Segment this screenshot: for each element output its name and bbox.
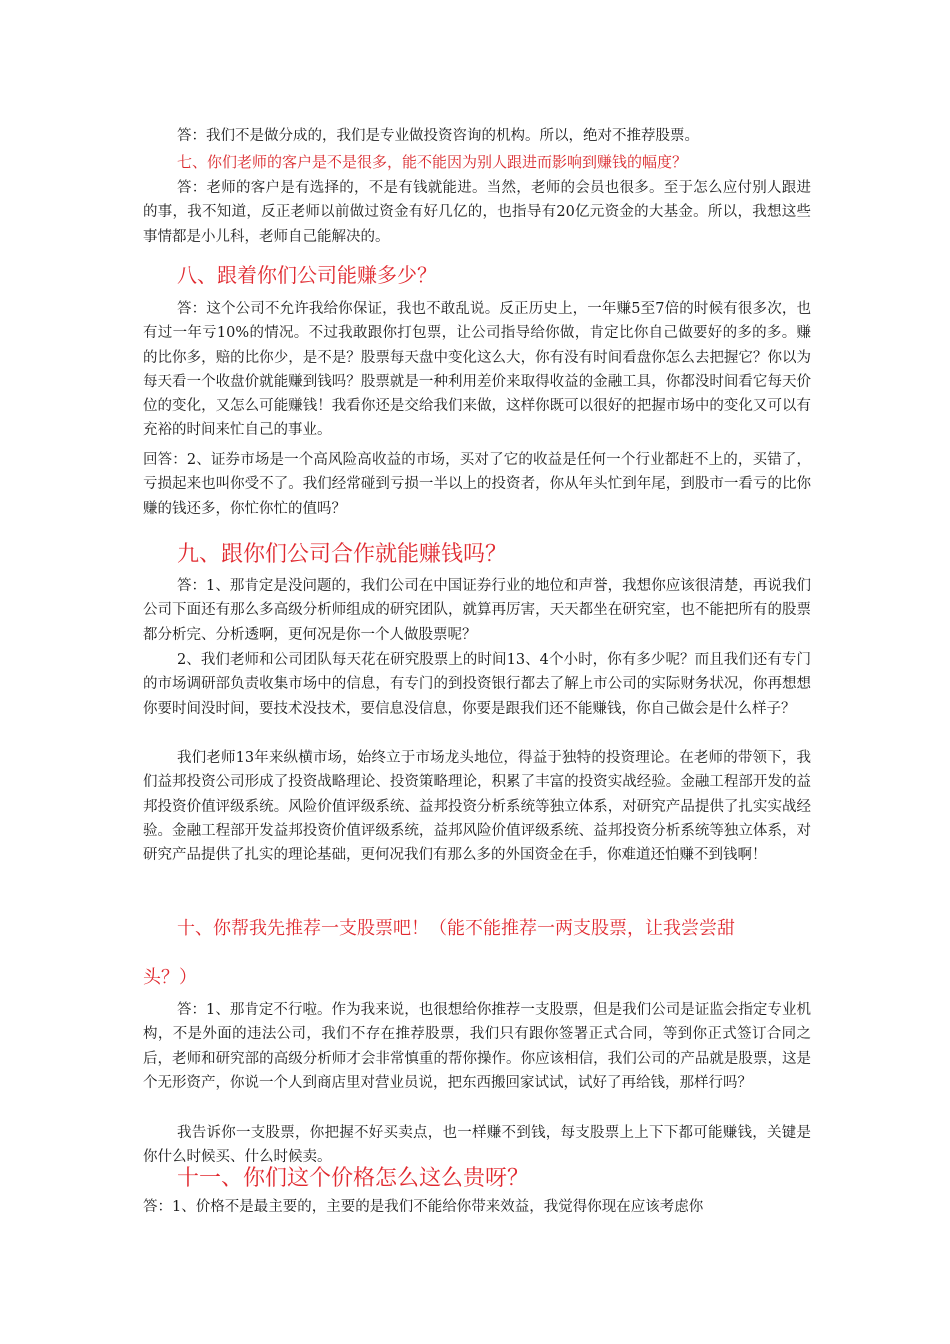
- question-heading-10: 十、你帮我先推荐一支股票吧！（能不能推荐一两支股票，让我尝尝甜: [177, 918, 735, 939]
- answer-paragraph-9-part3: 我们老师13年来纵横市场，始终立于市场龙头地位，得益于独特的投资理论。在老师的带领下，我们益邦投资公司形成了投资战略理论、投资策略理论，积累了丰富的投资实战经验。金融工程部开发的益邦投资价值评级系统。风险价值评级系统、益邦投资分析系统等独立体系，对研究产品提供了扎实实战经验。金融工程部开发益邦投资价值评级系统，益邦风险价值评级系统、益邦投资分析系统等独立体系，对研究产品提供了扎实的理论基础，更何况我们有那么多的外国资金在手，你难道还怕赚不到钱啊！: [143, 750, 811, 864]
- question-heading-10-cont: 头？）: [143, 967, 197, 988]
- answer-paragraph-9: 答：1、那肯定是没问题的，我们公司在中国证券行业的地位和声誉，我想你应该很清楚，再说我们公司下面还有那么多高级分析师组成的研究团队，就算再厉害，天天都坐在研究室，也不能把所有的股票都分析完、分析透啊，更何况是你一个人做股票呢？: [143, 578, 811, 643]
- answer-paragraph-10: 答：1、那肯定不行啦。作为我来说，也很想给你推荐一支股票，但是我们公司是证监会指定专业机构，不是外面的违法公司，我们不存在推荐股票，我们只有跟你签署正式合同，等到你正式签订合同之后，老师和研究部的高级分析师才会非常慎重的帮你操作。你应该相信，我们公司的产品就是股票，这是个无形资产，你说一个人到商店里对营业员说，把东西搬回家试试，试好了再给钱，那样行吗？: [143, 1002, 811, 1091]
- answer-paragraph-8-part2: 回答：2、证券市场是一个高风险高收益的市场，买对了它的收益是任何一个行业都赶不上的，买错了，亏损起来也叫你受不了。我们经常碰到亏损一半以上的投资者，你从年头忙到年尾，到股市一看亏的比你赚的钱还多，你忙你忙的值吗？: [143, 452, 811, 517]
- answer-paragraph-10-part2: 我告诉你一支股票，你把握不好买卖点，也一样赚不到钱，每支股票上上下下都可能赚钱，关键是你什么时候买、什么时候卖。: [143, 1125, 811, 1166]
- answer-paragraph-6: 答：我们不是做分成的，我们是专业做投资咨询的机构。所以，绝对不推荐股票。: [177, 128, 699, 144]
- answer-paragraph-11: 答：1、价格不是最主要的，主要的是我们不能给你带来效益，我觉得你现在应该考虑你: [143, 1199, 704, 1215]
- answer-paragraph-7: 答：老师的客户是有选择的，不是有钱就能进。当然，老师的会员也很多。至于怎么应付别人跟进的事，我不知道，反正老师以前做过资金有好几亿的，也指导有20亿元资金的大基金。所以，我想这些事情都是小儿科，老师自己能解决的。: [143, 180, 811, 245]
- question-heading-7: 七、你们老师的客户是不是很多，能不能因为别人跟进而影响到赚钱的幅度？: [177, 153, 688, 171]
- answer-paragraph-8: 答：这个公司不允许我给你保证，我也不敢乱说。反正历史上，一年赚5至7倍的时候有很多次，也有过一年亏10%的情况。不过我敢跟你打包票，让公司指导给你做，肯定比你自己做要好的多的多。赚的比你多，赔的比你少，是不是？股票每天盘中变化这么大，你有没有时间看盘你怎么去把握它？你以为每天看一个收盘价就能赚到钱吗？股票就是一种利用差价来取得收益的金融工具，你都没时间看它每天价位的变化，又怎么可能赚钱！我看你还是交给我们来做，这样你既可以很好的把握市场中的变化又可以有充裕的时间来忙自己的事业。: [143, 301, 811, 439]
- question-heading-9: 九、跟你们公司合作就能赚钱吗？: [177, 542, 508, 567]
- question-heading-8: 八、跟着你们公司能赚多少？: [177, 263, 437, 287]
- answer-paragraph-9-part2: 2、我们老师和公司团队每天花在研究股票上的时间13、4个小时，你有多少呢？而且我们还有专门的市场调研部负责收集市场中的信息，有专门的到投资银行都去了解上市公司的实际财务状况，你再想想你要时间没时间，要技术没技术，要信息没信息，你要是跟我们还不能赚钱，你自己做会是什么样子？: [143, 652, 811, 717]
- question-heading-11: 十一、你们这个价格怎么这么贵呀？: [177, 1166, 530, 1191]
